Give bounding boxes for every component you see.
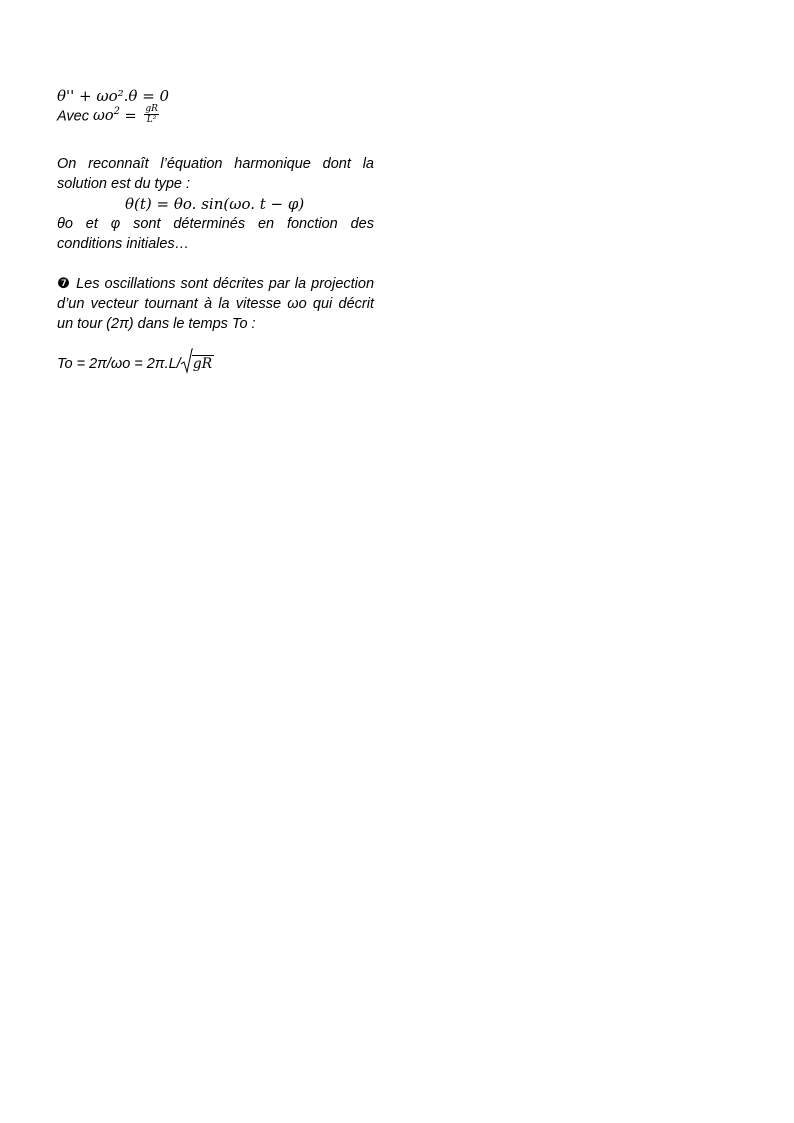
- period-prefix: To = 2π/ωo = 2π.L/: [57, 356, 181, 372]
- paragraph-2-line-2: conditions initiales…: [57, 236, 190, 252]
- period-formula: [57, 354, 374, 374]
- radicand: gR: [192, 356, 213, 372]
- avec-line: [57, 106, 374, 134]
- paragraph-3-text: Les oscillations sont décrites par la projection d’un vecteur tournant à la vitesse ωo qui décrit un tour (2π) dans le temps To :: [57, 276, 375, 332]
- square-root: [181, 354, 215, 374]
- blank-line: [57, 134, 374, 154]
- text-column: [57, 86, 374, 374]
- blank-line: [57, 254, 374, 274]
- fraction-numerator: gR: [145, 104, 158, 114]
- paragraph-1-line-2: solution est du type :: [57, 176, 190, 192]
- avec-exponent: 2: [113, 106, 120, 118]
- equation-main: [57, 86, 374, 106]
- bullet-icon: ❼: [57, 276, 72, 292]
- avec-label: Avec: [57, 108, 89, 125]
- solution-equation: θ(t) = θo. sin(ωo. t − φ): [125, 195, 305, 213]
- blank-line: [57, 334, 374, 354]
- radical-sign-icon: [181, 348, 193, 374]
- paragraph-3: [57, 274, 374, 334]
- avec-fraction: [144, 104, 159, 125]
- equation-main-text: θ'' + ωo².θ = 0: [57, 87, 170, 105]
- avec-lhs: [93, 108, 120, 124]
- paragraph-2-line-1: θo et φ sont déterminés en fonction des: [57, 216, 374, 232]
- avec-equals: =: [119, 108, 142, 125]
- paragraph-1-line-1: On reconnaît l’équation harmonique dont la: [57, 156, 374, 172]
- fraction-denominator: L²: [146, 115, 157, 125]
- avec-lhs-symbol: ωo: [93, 108, 114, 125]
